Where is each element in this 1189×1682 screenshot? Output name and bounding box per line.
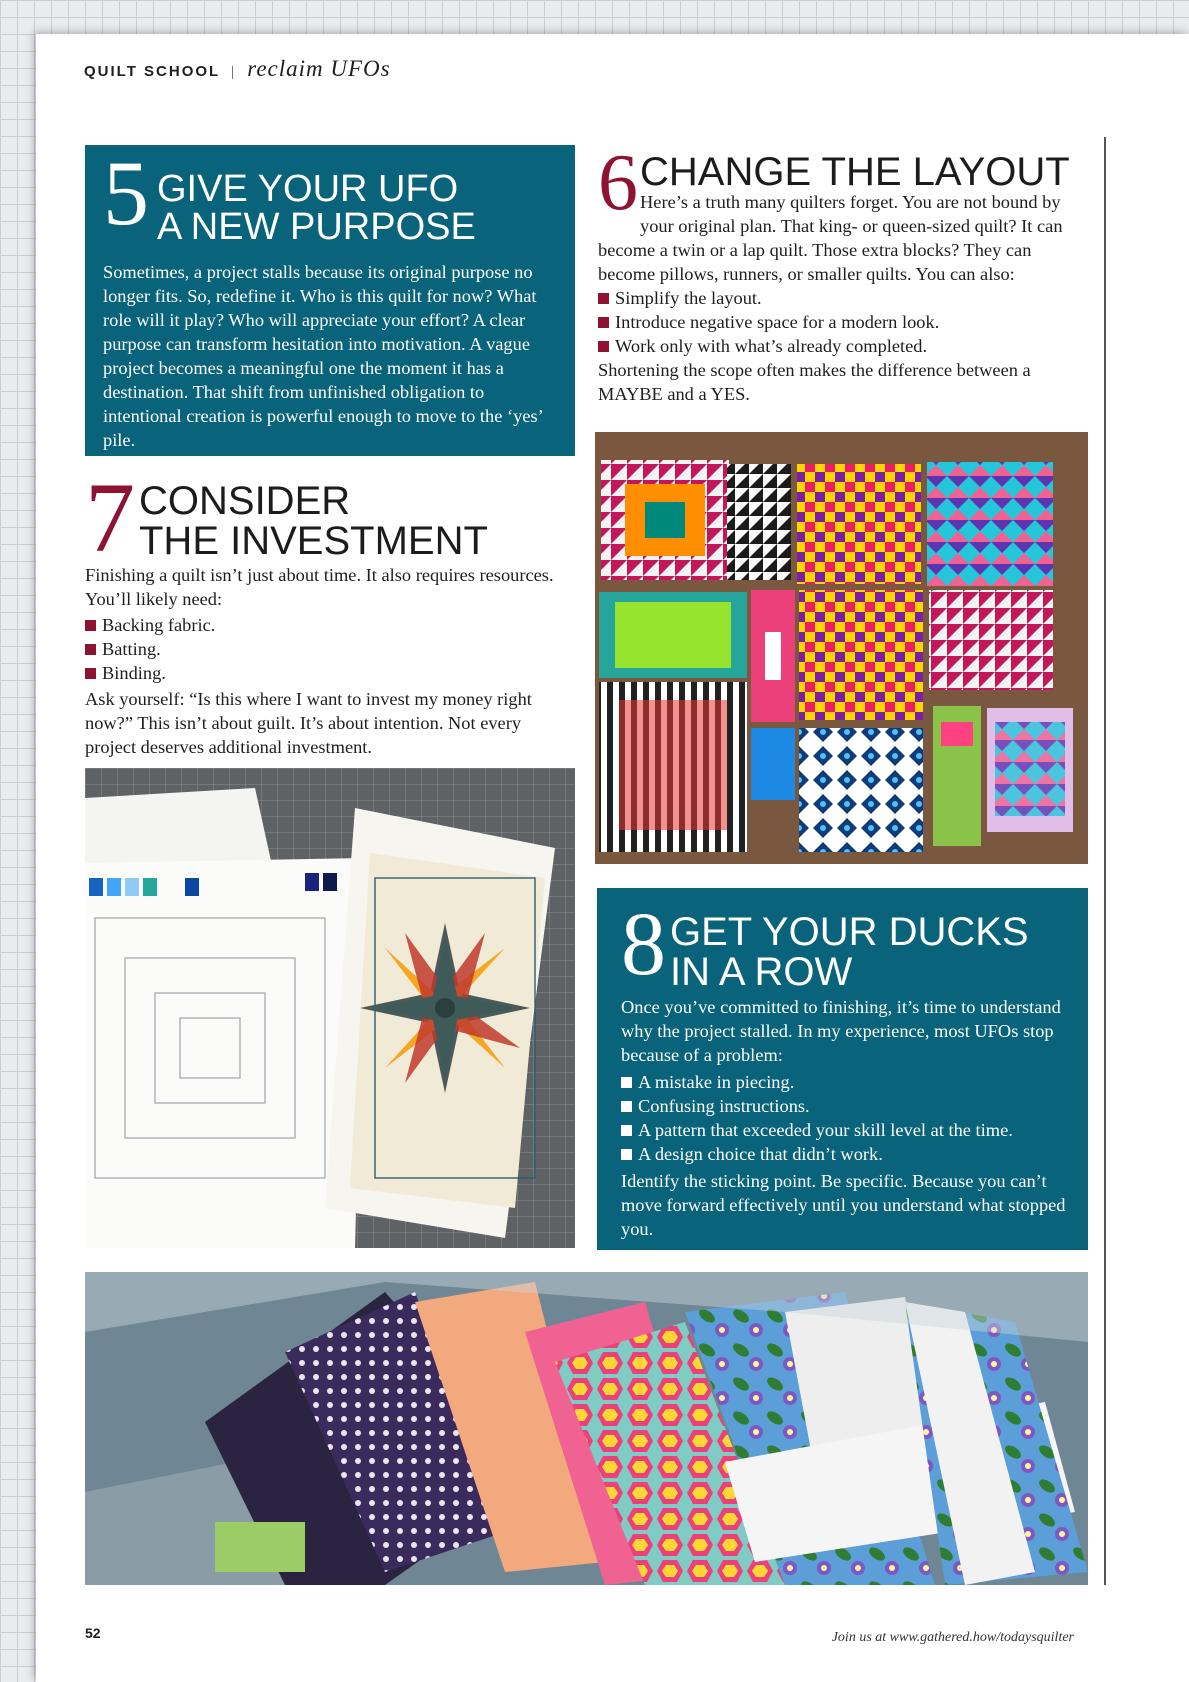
list-item [85,637,575,661]
bullet-square-icon [621,1125,632,1136]
page-number: 52 [85,1625,101,1641]
list-item-text: Work only with what’s already completed. [615,336,928,356]
bullet-square-icon [598,341,609,352]
title-line: THE INVESTMENT [139,519,488,563]
list-item [598,310,1090,334]
list-item-text: A pattern that exceeded your skill level at the time. [638,1120,1013,1140]
section-7 [85,462,575,759]
bullet-square-icon [598,293,609,304]
list-item-text: Simplify the layout. [615,288,762,308]
list-item [598,286,1090,310]
section-number: 7 [85,462,135,573]
list-item [621,1118,1066,1142]
list-item [621,1070,1066,1094]
section-number: 5 [103,142,149,244]
list-item-text: Introduce negative space for a modern look. [615,312,940,332]
bullet-list [621,1067,1066,1166]
list-item-text: Backing fabric. [102,615,216,635]
title-line: A NEW PURPOSE [157,206,476,248]
section-title [103,142,557,248]
section-label: QUILT SCHOOL [84,63,221,80]
list-item [621,1094,1066,1118]
bullet-square-icon [85,668,96,679]
section-intro: Finishing a quilt isn’t just about time. It also requires resources. You’ll likely need: [85,565,554,609]
bullet-square-icon [85,644,96,655]
list-item-text: Batting. [102,639,161,659]
bullet-square-icon [621,1077,632,1088]
bullet-square-icon [621,1149,632,1160]
footer-url: Join us at www.gathered.how/todaysquilter [831,1630,1074,1645]
list-item [621,1142,1066,1166]
title-line: CONSIDER [139,479,351,523]
topic-label: reclaim UFOs [247,56,391,81]
bullet-square-icon [85,620,96,631]
section-outro: Shortening the scope often makes the difference between a MAYBE and a YES. [598,360,1031,404]
section-outro: Ask yourself: “Is this where I want to invest my money right now?” This isn’t about guilt. It’s about intention. Not every project deserves additional investment. [85,689,532,757]
pattern-sketch-illustration [85,768,575,1248]
title-line: GET YOUR DUCKS [670,910,1029,954]
section-title [85,462,575,573]
section-8-box [597,888,1088,1250]
section-title [621,895,1066,994]
bullet-square-icon [598,317,609,328]
quilt-blocks-illustration [595,432,1088,864]
bullet-square-icon [621,1101,632,1112]
running-header [84,56,391,82]
fabric-bag-illustration [85,1272,1088,1585]
bullet-list [85,611,575,685]
bullet-list [598,286,1090,358]
list-item-text: A design choice that didn’t work. [638,1144,883,1164]
fabric-bag-photo [85,1272,1088,1585]
section-outro: Identify the sticking point. Be specific. Because you can’t move forward effectively until you understand what stopped you. [621,1171,1066,1239]
pattern-sketch-photo [85,768,575,1248]
section-6 [598,139,1090,406]
section-5-box [85,142,575,456]
list-item-text: Confusing instructions. [638,1096,810,1116]
section-number: 6 [598,139,638,227]
section-title: CHANGE THE LAYOUT [640,150,1070,194]
title-line: IN A ROW [670,950,853,994]
column-rule [1104,137,1106,1585]
list-item [598,334,1090,358]
section-intro: Once you’ve committed to finishing, it’s time to understand why the project stalled. In my experience, most UFOs stop because of a problem: [621,997,1061,1065]
header-divider [232,66,233,79]
list-item-text: A mistake in piecing. [638,1072,795,1092]
title-line: GIVE YOUR UFO [157,168,459,210]
section-body: Sometimes, a project stalls because its original purpose no longer fits. So, redefine it. Who is this quilt for now? What role will it play? Who will appreciate your effort? A clear purpose can transform hesitation into motivation. A vague project becomes a meaningful one the moment it has a destination. That shift from unfinished obligation to intentional creation is powerful enough to move to the ‘yes’ pile. [103,262,543,450]
section-intro: Here’s a truth many quilters forget. You are not bound by your original plan. That king- or queen-sized quilt? It can become a twin or a lap quilt. Those extra blocks? They can become pillows, runners, or smaller quilts. You can also: [598,192,1063,284]
section-number: 8 [621,895,666,994]
quilt-blocks-photo [595,432,1088,864]
list-item [85,661,575,685]
list-item [85,613,575,637]
list-item-text: Binding. [102,663,166,683]
